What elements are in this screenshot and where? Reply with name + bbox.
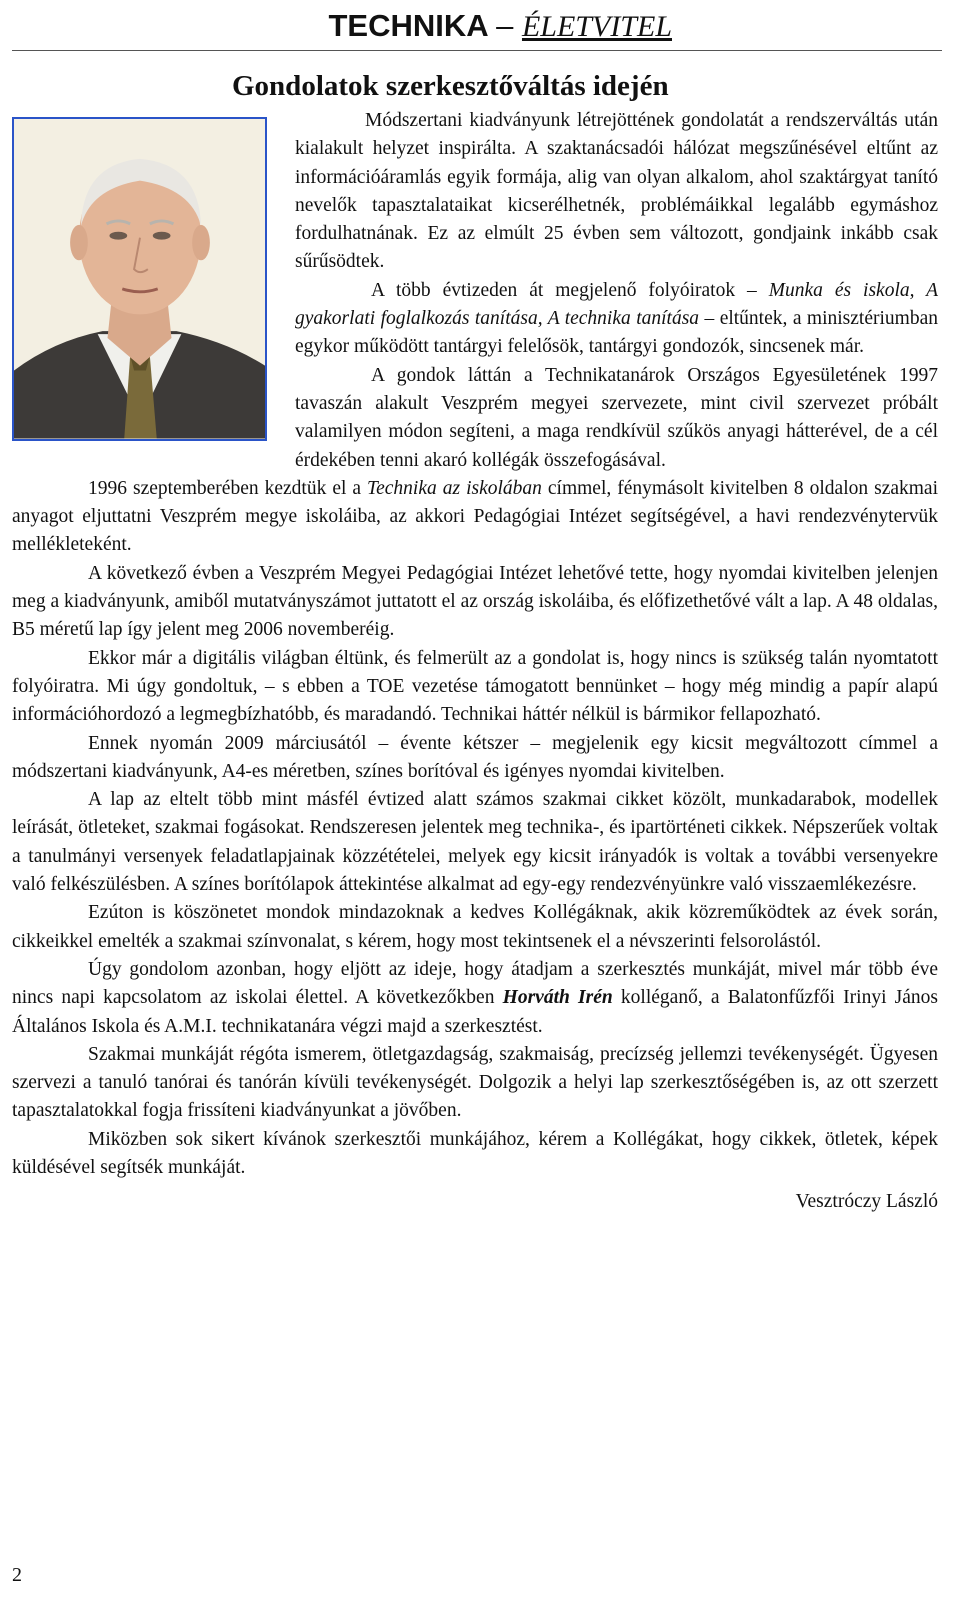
page-number: 2	[12, 1564, 22, 1586]
paragraph-2: A több évtizeden át megjelenő folyóiratok – Munka és iskola, A gyakorlati foglalkozás tanítása, A technika tanítása – eltűntek, a minisztériumban egykor működött tantárgyi felelősök, tantárgyi gondozók, sincsenek már.	[295, 279, 938, 358]
paragraph-6: Ekkor már a digitális világban éltünk, és felmerült az a gondolat is, hogy nincs is szükség talán nyomtatott folyóiratra. Mi úgy gondoltuk, – s ebben a TOE vezetése támogatott bennünket – hogy még mindig a papír alapú információhordozó a legmegbízhatóbb, és maradandó. Technikai háttér nélkül is bármikor fellapozható.	[12, 647, 938, 726]
paragraph-11: Szakmai munkáját régóta ismerem, ötletgazdagság, szakmaiság, precízség jellemzi tevékenységét. Ügyesen szervezi a tanuló tanórai és tanórán kívüli tevékenységét. Dolgozik a helyi lap szerkesztőségében is, az ott szerzett tapasztalatokkal fogja frissíteni kiadványunkat a jövőben.	[12, 1043, 938, 1122]
paragraph-9: Ezúton is köszönetet mondok mindazoknak a kedves Kollégáknak, akik közreműködtek az évek során, cikkeikkel emelték a szakmai színvonalat, s kérem, hogy most tekintsenek el a névszerinti felsorolástól.	[12, 902, 938, 952]
paragraph-10: Úgy gondolom azonban, hogy eljött az ideje, hogy átadjam a szerkesztés munkáját, mivel már több éve nincs napi kapcsolatom az iskolai élettel. A következőkben Horváth Irén kolléganő, a Balatonfűzfői Irinyi János Általános Iskola és A.M.I. technikatanára végzi majd a szerkesztést.	[12, 958, 939, 1037]
header-subsection: ÉLETVITEL	[521, 10, 672, 43]
paragraph-5: A következő évben a Veszprém Megyei Pedagógiai Intézet lehetővé tette, hogy nyomdai kivitelben jelenjen meg a kiadványunk, amiből mutatványszámot juttatott el az ország iskoláiba, és előfizethetővé vált a lap. A 48 oldalas, B5 méretű lap így jelent meg 2006 novemberéig.	[12, 562, 938, 641]
header-section: TECHNIKA	[328, 8, 488, 43]
paragraph-3: A gondok láttán a Technikatanárok Országos Egyesületének 1997 tavaszán alakult Veszprém megyei szervezete, mint civil szervezet próbált valamilyen módon segíteni, a maga rendkívül szűkös anyagi hátterével, de a cél érdekében tenni akaró kollégák összefogásával.	[295, 364, 938, 471]
article-title: Gondolatok szerkesztőváltás idején	[232, 70, 669, 102]
portrait-space	[12, 107, 295, 455]
paragraph-8: A lap az eltelt több mint másfél évtized alatt számos szakmai cikket közölt, munkadarabok, modellek leírását, ötleteket, szakmai fogásokat. Rendszeresen jelentek meg technika-, és ipartörténeti cikkek. Népszerűek voltak a tanulmányi versenyek feladatlapjainak közzétételei, melyek egy kicsit irányadók is voltak a további versenyekre való felkészülésben. A színes borítólapok áttekintése alkalmat ad egy-egy rendezvényünkre való visszaemlékezésre.	[12, 789, 938, 896]
paragraph-1: Módszertani kiadványunk létrejöttének gondolatát a rendszerváltás után kialakult helyzet inspirálta. A szaktanácsadói hálózat megszűnésével eltűnt az információáramlás egyik formája, alig van olyan alkalom, ahol szaktárgyat tanító nevelők tapasztalataikat kicserélhetnék, problémáikkal legalább egymáshoz fordulhatnának. Ez az elmúlt 25 évben sem változott, gondjaink inkább csak sűrűsödtek.	[295, 110, 938, 273]
author-signature: Vesztróczy László	[795, 1191, 938, 1213]
paragraph-4: 1996 szeptemberében kezdtük el a Technika az iskolában címmel, fénymásolt kivitelben 8 oldalon szakmai anyagot eljuttatni Veszprém megye iskoláiba, az akkori Pedagógiai Intézet segítségével, a havi rendezvénytervük mellékleteként.	[12, 477, 938, 556]
header-separator: –	[496, 8, 514, 43]
paragraph-12: Miközben sok sikert kívánok szerkesztői munkájához, kérem a Kollégákat, hogy cikkek, ötletek, képek küldésével segítsék munkáját.	[12, 1128, 938, 1178]
article-body	[12, 107, 938, 1217]
header-title	[328, 8, 672, 44]
paragraph-7: Ennek nyomán 2009 márciusától – évente kétszer – megjelenik egy kicsit megváltozott címmel a módszertani kiadványunk, A4-es méretben, színes borítóval és igényes nyomdai kivitelben.	[12, 732, 938, 782]
page-header	[12, 6, 942, 51]
